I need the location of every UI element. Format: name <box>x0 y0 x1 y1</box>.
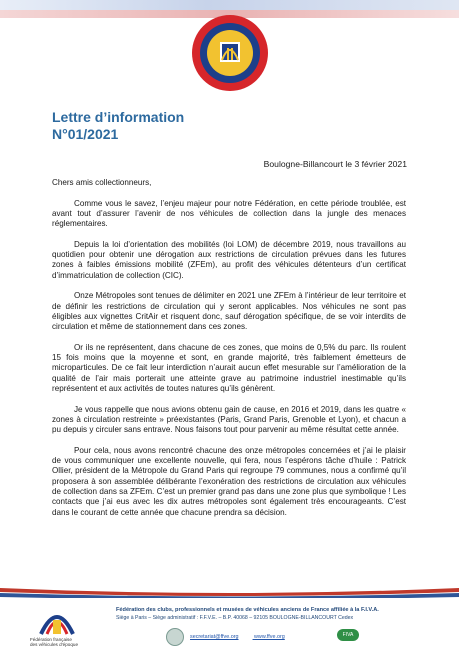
footer-address-line: Siège à Paris – Siège administratif : F.F.V.E. – B.P. 40068 – 92105 BOULOGNE-BILLANCOURT Cedex <box>116 615 354 621</box>
footer-logo-caption <box>30 637 78 647</box>
ffve-emblem-icon <box>191 14 269 92</box>
ffve-footer-logo-icon <box>38 602 76 636</box>
paragraph-2: Depuis la loi d’orientation des mobilités (loi LOM) de décembre 2019, nous travaillons au quotidien pour obtenir une dérogation aux restrictions de circulation prévues dans les futures zones à faibles émissions mobilité (ZFEm), au profit des véhicules détenteurs d’un certificat d’immatriculation de collection (CIC). <box>52 239 406 280</box>
fiva-badge: FIVA <box>337 629 359 641</box>
footer-federation-line: Fédération des clubs, professionnels et musées de véhicules anciens de France affiliée à la F.I.V.A. <box>116 607 379 613</box>
website-link[interactable]: www.ffve.org <box>254 634 285 640</box>
header-stripe-blue <box>0 0 459 10</box>
newsletter-title <box>52 109 184 143</box>
title-line-1: Lettre d’information <box>52 109 185 125</box>
letter-body <box>52 178 406 528</box>
paragraph-1: Comme vous le savez, l’enjeu majeur pour notre Fédération, en cette période troublée, est avant tout d’assurer l’avenir de nos véhicules de collection dans la jungle des menaces réglementaires. <box>52 198 406 229</box>
seal-icon <box>166 628 184 646</box>
greeting: Chers amis collectionneurs, <box>52 178 152 187</box>
email-link[interactable]: secretariat@ffve.org <box>190 634 239 640</box>
footer-links <box>190 634 299 640</box>
caption-line-2: des véhicules d’époque <box>30 642 79 648</box>
paragraph-4: Or ils ne représentent, dans chacune de ces zones, que moins de 0,5% du parc. Ils roulent 15 fois moins que la moyenne et sont, en grande majorité, très faiblement émetteurs de microparticules. De ce fait leur interdiction n’aurait aucun effet mesurable sur l’amélioration de la qualité de l’air mais porterait une atteinte grave au patrimoine industriel inestimable qu’ils représentent et aux activités de toutes natures qu’ils génèrent. <box>52 342 406 393</box>
footer-stripes <box>0 586 459 598</box>
paragraph-5: Je vous rappelle que nous avions obtenu gain de cause, en 2016 et 2019, dans les quatre « zones à circulation restreinte » préexistantes (Paris, Grand Paris, Grenoble et Lyon), et chacun a pu depuis y circuler sans entrave. Nous faisons tout pour parvenir au même résultat cette année. <box>52 404 406 435</box>
caption-line-1: Fédération française <box>30 637 72 642</box>
paragraph-3: Onze Métropoles sont tenues de délimiter en 2021 une ZFEm à l’intérieur de leur territoire et de définir les restrictions de circulation qui y seront applicables. Nos véhicules ne sont pas éligibles aux vignettes CritAir et risquent donc, sauf dérogation spécifique, de se voir interdits de circulation et même de stationnement dans ces zones. <box>52 291 406 332</box>
paragraph-6: Pour cela, nous avons rencontré chacune des onze métropoles concernées et j’ai le plaisir de vous communiquer une excellente nouvelle, qui fera, nous l’espérons tâche d’huile : Patrick Ollier, président de la Métropole du Grand Paris qui regroupe 79 communes, nous a confirmé qu’il proposera à son assemblée délibérante l’exonération des restrictions de circulation aux véhicules de collection dans sa ZFEm. C’est un premier grand pas dans une zone plus que symbolique ! Les contacts que j’ai eus avec les dix autres métropoles sont également très encourageants. C’est dans le courant de cette année que chacune prendra sa décision. <box>52 445 406 517</box>
letter-date: Boulogne-Billancourt le 3 février 2021 <box>263 159 407 169</box>
issue-number: N°01/2021 <box>52 126 119 142</box>
